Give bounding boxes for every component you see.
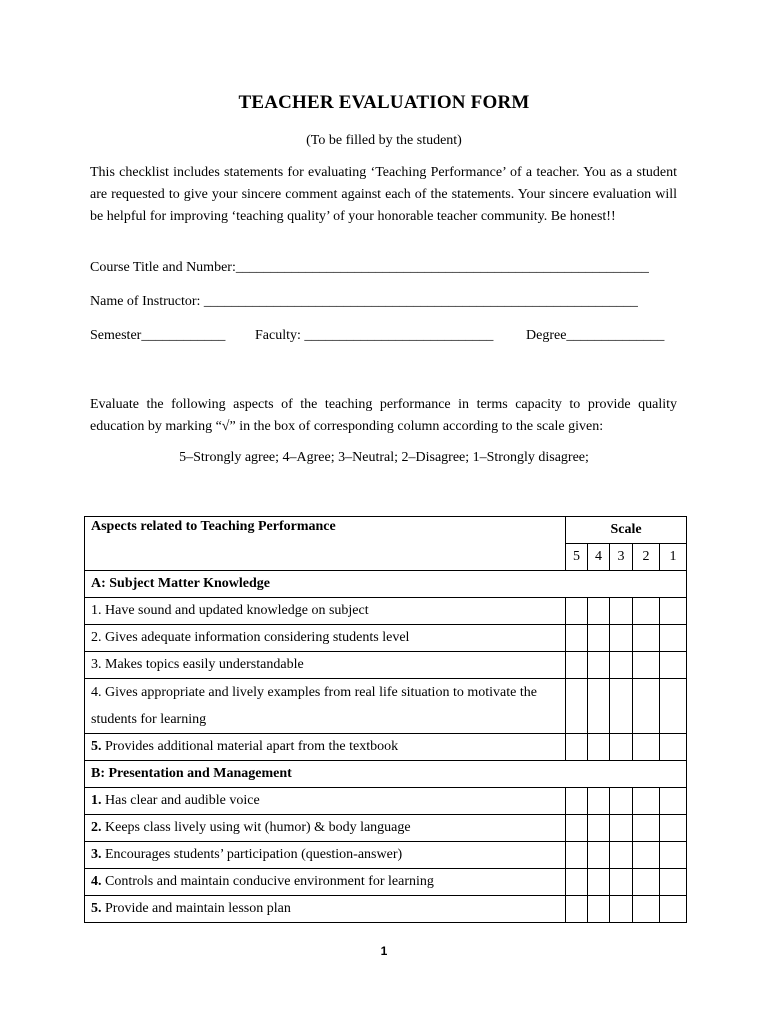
evaluation-table (84, 516, 687, 923)
table-row (85, 734, 687, 761)
faculty-field[interactable]: Faculty: ___________________________ (255, 328, 494, 343)
section-title: B: Presentation and Management (85, 761, 687, 788)
table-row (85, 652, 687, 679)
rating-box-2[interactable] (633, 842, 660, 869)
statement-text: Provides additional material apart from the textbook (101, 739, 399, 754)
statement-cell (85, 598, 566, 625)
rating-box-3[interactable] (610, 652, 633, 679)
course-title-field[interactable]: Course Title and Number:___________________________________________________________ (90, 260, 649, 275)
page-subtitle: (To be filled by the student) (306, 133, 462, 148)
rating-box-2[interactable] (633, 625, 660, 652)
rating-box-1[interactable] (660, 815, 687, 842)
scale-value-2: 2 (633, 544, 660, 571)
intro-paragraph: This checklist includes statements for evaluating ‘Teaching Performance’ of a teacher. You as a student are requested to give your sincere comment against each of the statements. Your sincere evaluation will be helpful for improving ‘teaching quality’ of your honorable teacher community. Be honest!! (90, 165, 677, 224)
rating-box-2[interactable] (633, 734, 660, 761)
statement-cell (85, 734, 566, 761)
rating-box-5[interactable] (566, 734, 588, 761)
page-title: TEACHER EVALUATION FORM (238, 92, 530, 113)
rating-box-3[interactable] (610, 869, 633, 896)
rating-box-1[interactable] (660, 896, 687, 923)
statement-cell (85, 815, 566, 842)
statement-cell (85, 625, 566, 652)
rating-box-3[interactable] (610, 598, 633, 625)
rating-box-5[interactable] (566, 788, 588, 815)
table-row (85, 788, 687, 815)
rating-box-5[interactable] (566, 652, 588, 679)
table-row (85, 815, 687, 842)
rating-box-1[interactable] (660, 598, 687, 625)
statement-cell (85, 896, 566, 923)
rating-box-5[interactable] (566, 896, 588, 923)
table-row (85, 625, 687, 652)
rating-box-5[interactable] (566, 598, 588, 625)
table-row (85, 598, 687, 625)
rating-box-3[interactable] (610, 815, 633, 842)
statement-number: 5. (91, 901, 102, 916)
statement-number: 1. (91, 793, 102, 808)
statement-cell (85, 652, 566, 679)
statement-number: 4. (91, 874, 102, 889)
semester-field[interactable]: Semester____________ (90, 328, 226, 343)
statement-text: 1. Have sound and updated knowledge on subject (91, 603, 369, 618)
rating-box-4[interactable] (588, 625, 610, 652)
statement-text: Controls and maintain conducive environment for learning (101, 874, 434, 889)
section-row (85, 571, 687, 598)
rating-box-2[interactable] (633, 652, 660, 679)
rating-box-1[interactable] (660, 788, 687, 815)
statement-cell (85, 788, 566, 815)
table-row (85, 869, 687, 896)
rating-box-3[interactable] (610, 679, 633, 734)
rating-box-1[interactable] (660, 842, 687, 869)
scale-value-3: 3 (610, 544, 633, 571)
section-row (85, 761, 687, 788)
rating-box-2[interactable] (633, 788, 660, 815)
rating-box-3[interactable] (610, 896, 633, 923)
table-header-row (85, 517, 687, 544)
table-row (85, 679, 687, 734)
table-row (85, 842, 687, 869)
rating-box-2[interactable] (633, 598, 660, 625)
statement-text: Provide and maintain lesson plan (101, 901, 291, 916)
rating-box-2[interactable] (633, 815, 660, 842)
rating-box-4[interactable] (588, 679, 610, 734)
statement-text: 4. Gives appropriate and lively examples from real life situation to motivate the students for learning (91, 685, 537, 727)
rating-box-4[interactable] (588, 734, 610, 761)
rating-box-3[interactable] (610, 734, 633, 761)
rating-box-4[interactable] (588, 842, 610, 869)
rating-box-5[interactable] (566, 815, 588, 842)
rating-box-4[interactable] (588, 896, 610, 923)
rating-box-5[interactable] (566, 625, 588, 652)
rating-box-2[interactable] (633, 869, 660, 896)
rating-box-1[interactable] (660, 734, 687, 761)
statement-number: 2. (91, 820, 102, 835)
rating-box-4[interactable] (588, 869, 610, 896)
statement-cell (85, 842, 566, 869)
rating-box-4[interactable] (588, 788, 610, 815)
statement-number: 5. (91, 739, 102, 754)
degree-field[interactable]: Degree______________ (526, 328, 665, 343)
section-title: A: Subject Matter Knowledge (85, 571, 687, 598)
statement-number: 3. (91, 847, 102, 862)
statement-text: Encourages students’ participation (question-answer) (101, 847, 403, 862)
rating-box-1[interactable] (660, 869, 687, 896)
rating-box-2[interactable] (633, 896, 660, 923)
rating-box-3[interactable] (610, 625, 633, 652)
rating-box-1[interactable] (660, 679, 687, 734)
instructor-name-field[interactable]: Name of Instructor: ______________________________________________________________ (90, 294, 638, 309)
rating-box-1[interactable] (660, 625, 687, 652)
table-row (85, 896, 687, 923)
statement-cell (85, 869, 566, 896)
rating-box-4[interactable] (588, 598, 610, 625)
statement-text: 2. Gives adequate information considering students level (91, 630, 410, 645)
rating-box-4[interactable] (588, 652, 610, 679)
rating-box-5[interactable] (566, 679, 588, 734)
rating-box-1[interactable] (660, 652, 687, 679)
rating-box-2[interactable] (633, 679, 660, 734)
scale-value-5: 5 (566, 544, 588, 571)
rating-box-3[interactable] (610, 788, 633, 815)
scale-value-4: 4 (588, 544, 610, 571)
scale-header: Scale (566, 517, 687, 544)
evaluation-instructions: Evaluate the following aspects of the teaching performance in terms capacity to provide quality education by marking “√” in the box of corresponding column according to the scale given: (90, 397, 677, 434)
rating-box-4[interactable] (588, 815, 610, 842)
scale-legend: 5–Strongly agree; 4–Agree; 3–Neutral; 2–Disagree; 1–Strongly disagree; (179, 450, 589, 465)
statement-text: Has clear and audible voice (101, 793, 260, 808)
rating-box-3[interactable] (610, 842, 633, 869)
rating-box-5[interactable] (566, 869, 588, 896)
statement-text: 3. Makes topics easily understandable (91, 657, 304, 672)
scale-value-1: 1 (660, 544, 687, 571)
aspects-header: Aspects related to Teaching Performance (85, 517, 566, 571)
statement-text: Keeps class lively using wit (humor) & body language (101, 820, 411, 835)
rating-box-5[interactable] (566, 842, 588, 869)
page-number: 1 (380, 944, 388, 958)
statement-cell (85, 679, 566, 734)
